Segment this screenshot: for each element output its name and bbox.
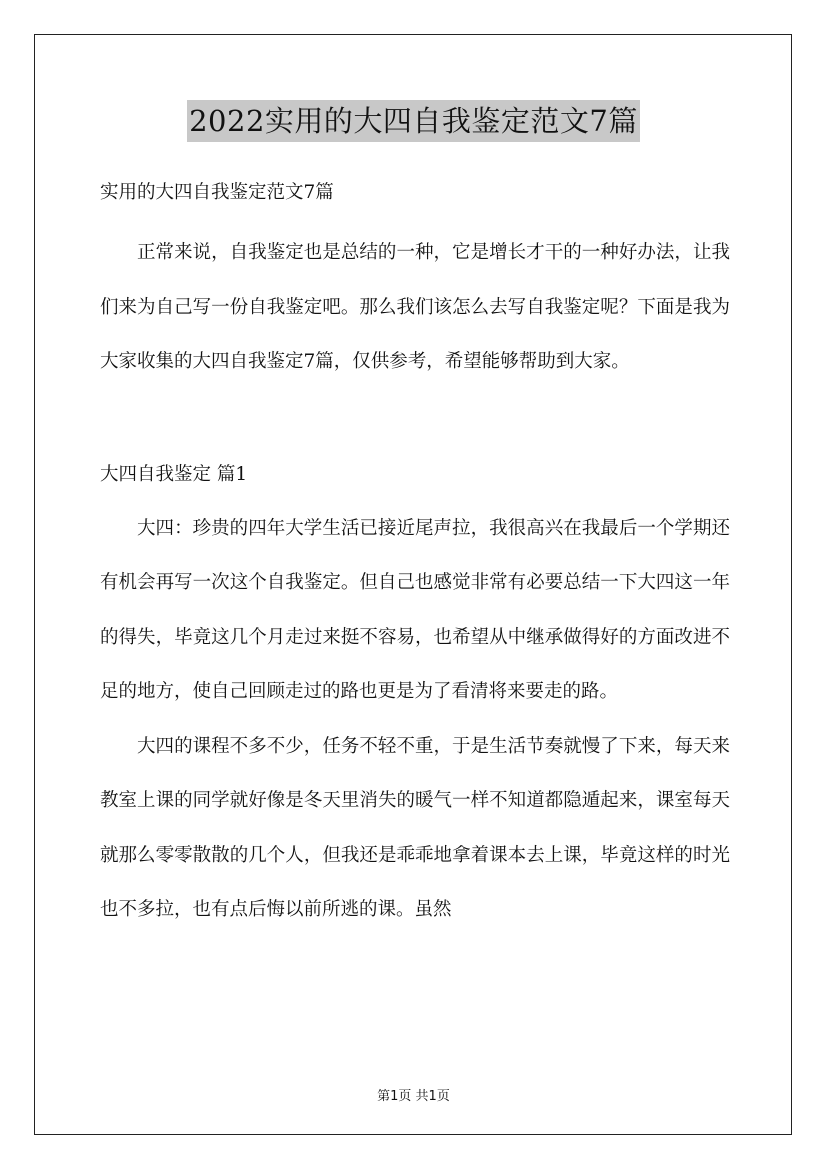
document-body	[100, 172, 730, 938]
body-paragraph-1: 大四：珍贵的四年大学生活已接近尾声拉，我很高兴在我最后一个学期还有机会再写一次这个自我鉴定。但自己也感觉非常有必要总结一下大四这一年的得失，毕竟这几个月走过来挺不容易，也希望从中继承做得好的方面改进不足的地方，使自己回顾走过的路也更是为了看清将来要走的路。	[100, 517, 730, 702]
document-title-wrapper	[0, 100, 827, 142]
body-paragraph-2: 大四的课程不多不少，任务不轻不重，于是生活节奏就慢了下来，每天来教室上课的同学就好像是冬天里消失的暖气一样不知道都隐遁起来，课室每天就那么零零散散的几个人，但我还是乖乖地拿着课本去上课，毕竟这样的时光也不多拉，也有点后悔以前所逃的课。虽然	[100, 735, 730, 920]
page-footer	[0, 1085, 827, 1104]
intro-paragraph: 正常来说，自我鉴定也是总结的一种，它是增长才干的一种好办法，让我们来为自己写一份自我鉴定吧。那么我们该怎么去写自我鉴定呢？下面是我为大家收集的大四自我鉴定7篇，仅供参考，希望能够帮助到大家。	[100, 242, 730, 372]
page-number: 第1页 共1页	[377, 1089, 450, 1104]
section-heading: 大四自我鉴定 篇1	[100, 463, 248, 485]
document-subtitle: 实用的大四自我鉴定范文7篇	[100, 182, 334, 203]
document-title: 2022实用的大四自我鉴定范文7篇	[187, 100, 640, 142]
